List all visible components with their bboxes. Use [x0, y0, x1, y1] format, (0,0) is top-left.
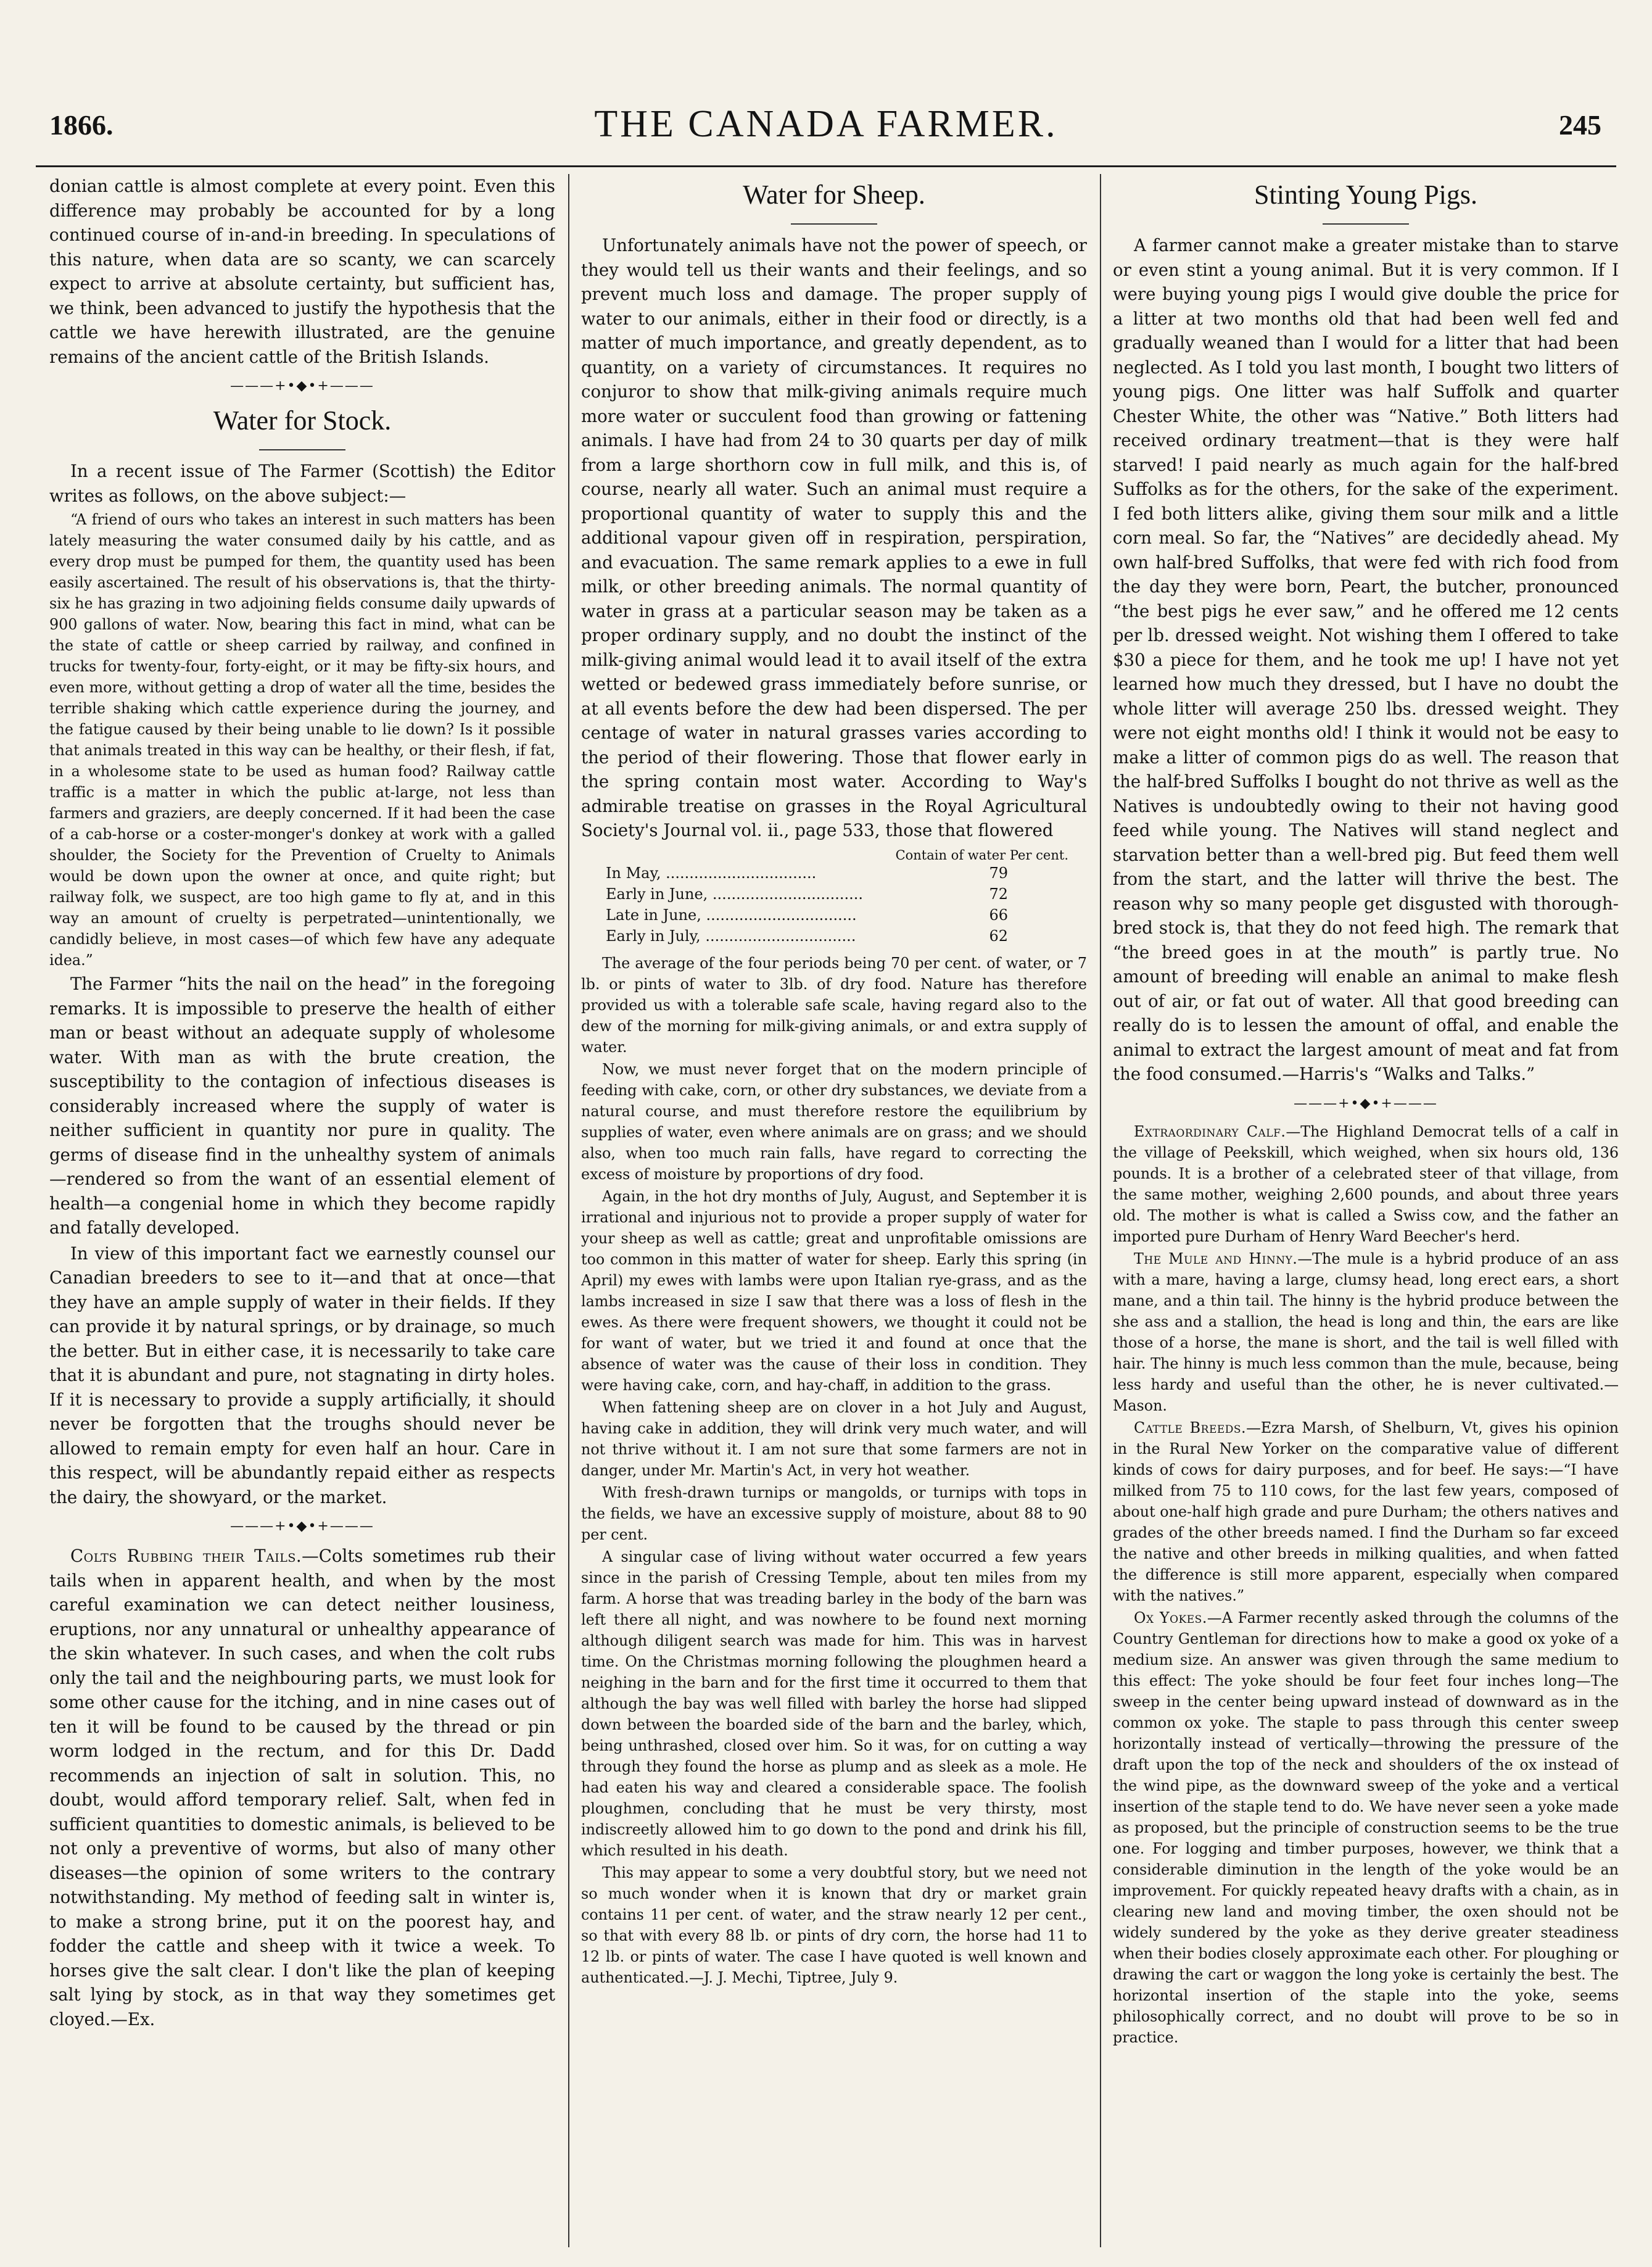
ox-paragraph	[1113, 1607, 1619, 2048]
sheep-paragraph: Now, we must never forget that on the modern principle of feeding with cake, corn, or other dry substances, we deviate from a natural course, and must therefore restore the equilibrium by supplies of water, even where animals are on grass; and we should also, when too much rain falls, have regard to correcting the excess of moisture by proportions of dry food.	[581, 1060, 1087, 1183]
ox-lead: Ox Yokes.	[1134, 1609, 1207, 1627]
page-number: 245	[1559, 109, 1601, 141]
column-3	[1113, 174, 1619, 2247]
table-header: Contain of water Per cent.	[895, 847, 1068, 863]
sheep-paragraph: With fresh-drawn turnips or mangolds, or turnips with tops in the fields, we have an excessive supply of moisture, about 88 to 90 per cent.	[581, 1483, 1087, 1543]
publication-title: THE CANADA FARMER.	[594, 103, 1058, 145]
heading-rule	[259, 449, 345, 450]
table-row: Late in June, ................................ 66	[581, 905, 1087, 926]
heading-water-for-stock: Water for Stock.	[213, 405, 392, 436]
table-row: In May, ................................ 79	[581, 863, 1087, 884]
row-value: 66	[989, 906, 1008, 924]
breeds-text: —Ezra Marsh, of Shelburn, Vt, gives his opinion in the Rural New Yorker on the comparative value of different kinds of cows for dairy purposes, and for beef. He says:—“I have milked from 75 to 110 cows, for the last few years, composed of about one-half high grade and pure Durham; the others natives and grades of the other breeds named. I find the Durham so far exceed the native and other breeds in milking qualities, and when fatted the difference is still more apparent, especially when compared with the natives.”	[1113, 1419, 1619, 1604]
row-value: 62	[989, 927, 1008, 945]
calf-lead: Extraordinary Calf.	[1134, 1122, 1286, 1140]
issue-year: 1866.	[49, 109, 114, 141]
stock-paragraph: In a recent issue of The Farmer (Scottish) the Editor writes as follows, on the above subject:—	[49, 461, 555, 506]
section-divider: ———+•◆•+———	[230, 378, 374, 394]
heading-rule	[791, 223, 877, 225]
sheep-paragraph: This may appear to some a very doubtful story, but we need not so much wonder when it is known that dry or market grain contains 11 per cent. of water, and the straw nearly 12 per cent., so that with every 88 lb. or pints of dry corn, the horse had 11 to 12 lb. or pints of water. The case I have quoted is well known and authenticated.—J. J. Mechi, Tiptree, July 9.	[581, 1863, 1087, 1986]
mule-paragraph	[1113, 1248, 1619, 1416]
stock-paragraph: The Farmer “hits the nail on the head” in the foregoing remarks. It is impossible to preserve the health of either man or beast without an adequate supply of wholesome water. With man as with the brute creation, the susceptibility to the contagion of infectious diseases is considerably increased where the supply of water is neither sufficient in quantity nor pure in quality. The germs of disease find in the unhealthy system of animals—rendered so from the want of an essential element of health—a congenial home in which they become rapidly and fatally developed.	[49, 974, 555, 1238]
row-label: Early in July,	[606, 927, 701, 945]
ox-text: —A Farmer recently asked through the columns of the Country Gentleman for directions how to make a good ox yoke of a medium size. An answer was given through the same medium to this effect: The yoke should be four feet four inches long—The sweep in the center being upward instead of downward as in the common ox yoke. The staple to pass through this center sweep horizontally instead of vertically—throwing the pressure of the draft upon the top of the neck and shoulders of the ox instead of the wind pipe, as the downward sweep of the yoke and a vertical insertion of the staple tend to do. We have never seen a yoke made as proposed, but the principle of construction seems to be the true one. For logging and timber purposes, however, we think that a considerable diminution in the length of the yoke would be an improvement. For quickly repeated heavy drafts with a chain, as in clearing new land and moving timber, the oxen should not be widely sundered by the yoke as they derive greater steadiness when their bodies closely approximate each other. For ploughing or drawing the cart or waggon the long yoke is certainly the best. The horizontal insertion of the staple into the yoke, seems philosophically correct, and no doubt will prove to be so in practice.	[1113, 1609, 1619, 2046]
column-2	[581, 174, 1087, 2247]
breeds-lead: Cattle Breeds.	[1134, 1419, 1247, 1436]
sheep-paragraph: Unfortunately animals have not the power of speech, or they would tell us their wants and their feelings, and so prevent much loss and damage. The proper supply of water to our animals, either in their food or directly, is a matter of much importance, and greatly dependent, as to quantity, on a variety of circumstances. It requires no conjuror to show that milk-giving animals require much more water or succulent food than growing or fattening animals. I have had from 24 to 30 quarts per day of milk from a large shorthorn cow in full milk, and this is, of course, nearly all water. Such an animal must require a proportional quantity of water to supply this and the additional vapour given off in respiration, perspiration, and evacuation. The same remark applies to a ewe in full milk, or other breeding animals. The normal quantity of water in grass at a particular season may be taken as a proper ordinary supply, and no doubt the instinct of the milk-giving animal would lead it to avail itself of the extra wetted or bedewed grass immediately before sunrise, or at all events before the dew had been dispersed. The per centage of water in natural grasses varies according to the period of their flowering. Those that flower early in the spring contain most water. According to Way's admirable treatise on grasses in the Royal Agricultural Society's Journal vol. ii., page 533, those that flowered	[581, 235, 1087, 840]
calf-text: —The Highland Democrat tells of a calf in the village of Peekskill, which weighed, when six hours old, 136 pounds. It is a brother of a celebrated steer of that village, from the same mother, weighing 2,600 pounds, and about three years old. The mother is what is called a Swiss cow, and the father an imported pure Durham of Henry Ward Beecher's herd.	[1113, 1122, 1619, 1245]
pigs-paragraph: A farmer cannot make a greater mistake than to starve or even stint a young animal. But it is very common. If I were buying young pigs I would give double the price for a litter at two months old that had been well fed and gradually weaned than I would for a litter that had been neglected. As I told you last month, I bought two litters of young pigs. One litter was half Suffolk and quarter Chester White, the other was “Native.” Both litters had received ordinary treatment—that is they were half starved! I paid nearly as much again for the half-bred Suffolks as for the others, for the sake of the experiment. I fed both litters alike, giving them sour milk and a little corn meal. So far, the “Natives” are decidedly ahead. My own half-bred Suffolks, that were fed with rich food from the day they were born, Peart, the butcher, pronounced “the best pigs he ever saw,” and he offered me 12 cents per lb. dressed weight. Not wishing them I offered to take $30 a piece for them, and he took me up! I have not yet learned how much they dressed, but I have no doubt the whole litter will average 250 lbs. dressed weight. They were not eight months old! I think it would not be easy to make a litter of common pigs do as well. The reason that the half-bred Suffolks I bought do not thrive as well as the Natives is undoubtedly owing to their not having good feed while young. The Natives will stand neglect and starvation better than a well-bred pig. But feed them well from the start, and the latter will thrive the best. The reason why so many people get disgusted with thorough-bred stock is, that they do not feed high. The remark that “the breed goes in at the mouth” is partly true. No amount of breeding will enable an animal to make flesh out of air, or fat out of water. All that good breeding can really do is to lessen the amount of offal, and enable the animal to extract the largest amount of meat and fat from the food consumed.—Harris's “Walks and Talks.”	[1113, 235, 1619, 1084]
mule-text: —The mule is a hybrid produce of an ass with a mare, having a large, clumsy head, long erect ears, a short mane, and a thin tail. The hinny is the hybrid produce between the she ass and a stallion, the head is long and thin, the ears are like those of a horse, the mane is short, and the tail is well filled with hair. The hinny is much less common than the mule, because, being less hardy and useful than the other, he is never cultivated.—Mason.	[1113, 1250, 1619, 1414]
mule-lead: The Mule and Hinny.	[1134, 1250, 1298, 1267]
row-label: In May,	[606, 864, 661, 882]
colts-lead: Colts Rubbing their Tails.	[70, 1546, 302, 1566]
stock-quote: “A friend of ours who takes an interest in such matters has been lately measuring the water consumed daily by his cattle, and as every drop must be pumped for them, the quantity used has been easily ascertained. The result of his observations is, that the thirty-six he has grazing in two adjoining fields consume daily upwards of 900 gallons of water. Now, bearing this fact in mind, what can be the state of cattle or sheep carried by railway, and confined in trucks for twenty-four, forty-eight, or it may be fifty-six hours, and even more, without getting a drop of water all the time, besides the terrible shaking which cattle experience during the journey, and the fatigue caused by their being unable to lie down? Is it possible that animals treated in this way can be healthy, or their flesh, if fat, in a wholesome state to be used as human food? Railway cattle traffic is a matter in which the public at-large, not less than farmers and graziers, are deeply concerned. If it had been the case of a cab-horse or a coster-monger's donkey at work with a galled shoulder, the Society for the Prevention of Cruelty to Animals would be down upon the owner at once, and quite right; but railway folk, we suspect, are too high game to fly at, and in this way an amount of cruelty is perpetrated—unintentionally, we candidly believe, in most cases—of which few have any adequate idea.”	[49, 511, 555, 969]
stock-paragraph: In view of this important fact we earnestly counsel our Canadian breeders to see to it—and that at once—that they have an ample supply of water in their fields. If they can provide it by natural springs, or by drainage, so much the better. But in either case, it is necessarily to take care that it is abundant and pure, not stagnating in dirty holes. If it is necessary to provide a supply artificially, it should never be forgotten that the troughs should never be allowed to remain empty for even half an hour. Care in this respect, will be abundantly repaid either as respects the dairy, the showyard, or the market.	[49, 1243, 555, 1507]
columns	[49, 174, 1629, 2247]
section-divider: ———+•◆•+———	[230, 1519, 374, 1534]
sheep-paragraph: The average of the four periods being 70 per cent. of water, or 7 lb. or pints of water to 3lb. of dry food. Nature has therefore provided us with a tolerable safe scale, having regard also to the dew of the morning for milk-giving animals, or and extra supply of water.	[581, 954, 1087, 1056]
breeds-paragraph	[1113, 1417, 1619, 1606]
row-label: Early in June,	[606, 885, 708, 903]
colts-paragraph	[49, 1544, 555, 2031]
heading-rule	[1323, 223, 1409, 225]
sheep-paragraph: When fattening sheep are on clover in a hot July and August, having cake in addition, they will drink very much water, and will not thrive without it. I am not sure that some farmers are not in danger, under Mr. Martin's Act, in very hot weather.	[581, 1398, 1087, 1479]
heading-stinting-young-pigs: Stinting Young Pigs.	[1254, 180, 1477, 210]
row-label: Late in June,	[606, 906, 701, 924]
heading-water-for-sheep: Water for Sheep.	[743, 180, 925, 210]
colts-text: —Colts sometimes rub their tails when in apparent health, and when by the most careful examination we can detect neither lousiness, eruptions, nor any unnatural or unhealthy appearance of the skin whatever. In such cases, and when the colt rubs only the tail and the neighbouring parts, we must look for some other cause for the itching, and in nine cases out of ten it will be found to be caused by the thread or pin worm lodged in the rectum, and for this Dr. Dadd recommends an injection of salt in solution. This, no doubt, would afford temporary relief. Salt, when fed in sufficient quantities to domestic animals, is believed to be not only a preventive of worms, but also of many other diseases—the opinion of some writers to the contrary notwithstanding. My method of feeding salt in winter is, to make a strong brine, put it on the poorest hay, and fodder the cattle and sheep with it twice a week. To horses give the salt clear. I don't like the plan of keeping salt lying by stock, as in that way they sometimes get cloyed.—Ex.	[49, 1546, 555, 2029]
table-row: Early in July, ................................ 62	[581, 926, 1087, 947]
masthead	[36, 97, 1616, 167]
section-divider: ———+•◆•+———	[1294, 1095, 1438, 1111]
table-row: Early in June, ................................ 72	[581, 884, 1087, 905]
calf-paragraph	[1113, 1121, 1619, 1247]
column-rule	[568, 174, 569, 2247]
article-continuation: donian cattle is almost complete at every point. Even this difference may probably be accounted for by a long continued course of in-and-in breeding. In speculations of this nature, when data are so scanty, we can scarcely expect to arrive at absolute certainty, but sufficient has, we think, been advanced to justify the hypothesis that the cattle we have herewith illustrated, are the genuine remains of the ancient cattle of the British Islands.	[49, 176, 555, 367]
sheep-paragraph: Again, in the hot dry months of July, August, and September it is irrational and injurious not to provide a proper supply of water for your sheep as well as cattle; great and unprofitable omissions are too common in this matter of water for sheep. Early this spring (in April) my ewes with lambs were upon Italian rye-grass, and as the lambs increased in size I saw that there was a loss of flesh in the ewes. As there were frequent showers, we thought it could not be for want of water, but we tried it and found at once that the absence of water was the cause of their loss in condition. They were having cake, corn, and hay-chaff, in addition to the grass.	[581, 1187, 1087, 1394]
row-value: 72	[989, 885, 1008, 903]
column-rule	[1100, 174, 1101, 2247]
sheep-paragraph: A singular case of living without water occurred a few years since in the parish of Cressing Temple, about ten miles from my farm. A horse that was treading barley in the body of the barn was left there all night, and was nowhere to be found next morning although diligent search was made for him. This was in harvest time. On the Christmas morning following the ploughmen heard a neighing in the barn and for the first time it occurred to them that although the bay was well filled with barley the horse had slipped down between the boarded side of the barn and the barley, which, being unthrashed, closed over him. So it was, for on cutting a way through they found the horse as plump and as sleek as a mole. He had eaten his way and cleared a considerable space. The foolish ploughmen, concluding that he must be very thirsty, most indiscreetly allowed him to go down to the pond and drink his fill, which resulted in his death.	[581, 1548, 1087, 1859]
column-1	[49, 174, 555, 2247]
grass-water-table	[581, 848, 1087, 947]
row-value: 79	[989, 864, 1008, 882]
